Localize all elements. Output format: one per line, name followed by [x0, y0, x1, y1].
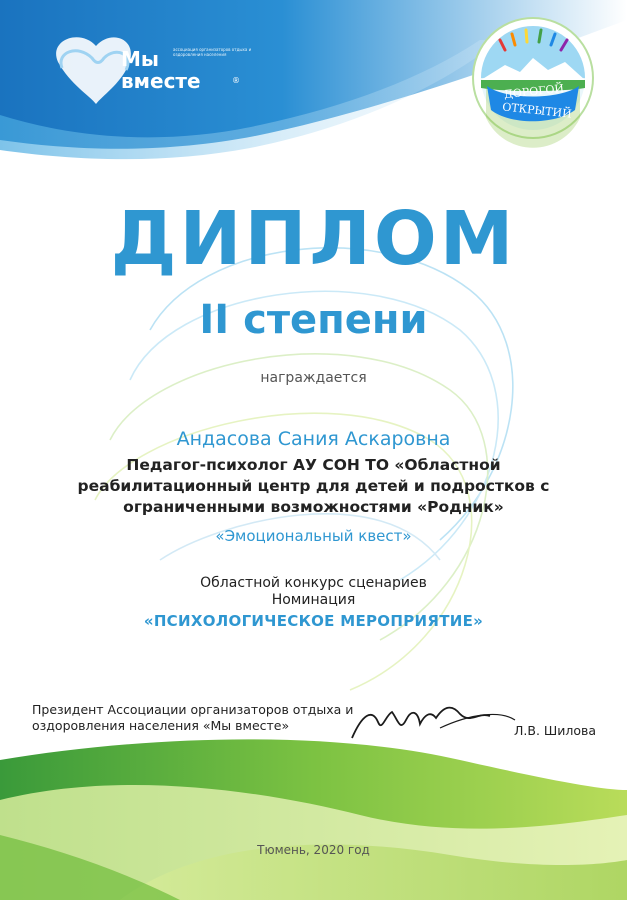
city-year: Тюмень, 2020 год	[257, 843, 370, 857]
recipient-position: Педагог-психолог АУ СОН ТО «Областной реабилитационный центр для детей и подростков с ограниченными возможностями «Родник»	[77, 456, 550, 516]
emblem-line-1: ДОРОГОЙ	[503, 81, 565, 102]
president-title: Президент Ассоциации организаторов отдыха и оздоровления населения «Мы вместе»	[32, 702, 354, 733]
contest-name: Областной конкурс сценариев	[200, 575, 427, 591]
emblem-line-2: ОТКРЫТИЙ	[501, 100, 573, 121]
logo-subtitle: ассоциация организаторов отдыха и оздоровления населения	[173, 47, 252, 57]
recipient-name: Андасова Сания Аскаровна	[176, 428, 451, 450]
work-title: «Эмоциональный квест»	[215, 527, 412, 545]
signer-name: Л.В. Шилова	[514, 723, 597, 738]
awarded-label: награждается	[260, 370, 367, 386]
signature	[352, 708, 490, 738]
logo-line-2: вместе	[121, 69, 201, 93]
diploma-degree: II степени	[199, 297, 428, 343]
nomination-value: «ПСИХОЛОГИЧЕСКОЕ МЕРОПРИЯТИЕ»	[143, 612, 484, 630]
registered-icon: ®	[232, 76, 240, 85]
nomination-label: Номинация	[271, 592, 356, 608]
logo-line-1: Мы	[121, 47, 159, 71]
diploma-title: ДИПЛОМ	[110, 196, 517, 282]
